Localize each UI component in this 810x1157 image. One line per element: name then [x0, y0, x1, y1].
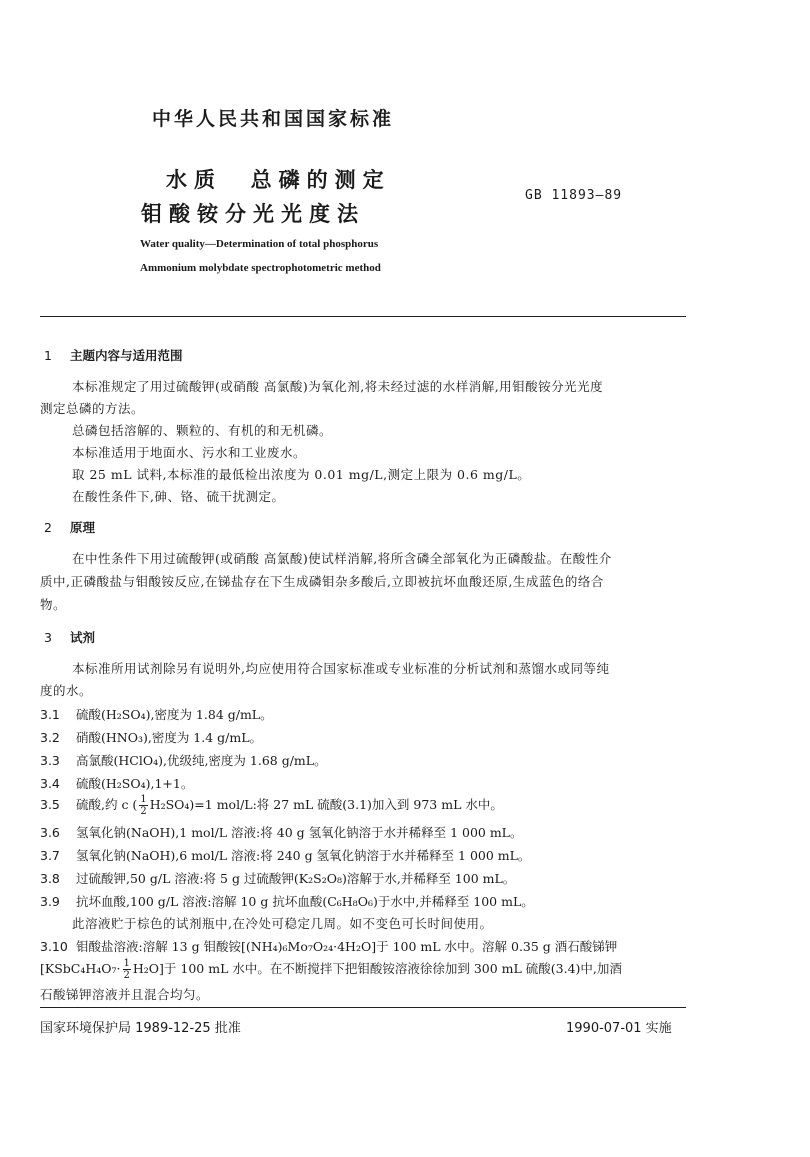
- item-number: 3.10: [40, 939, 68, 954]
- header-divider: [40, 316, 686, 317]
- item-3-9-note: 此溶液贮于棕色的试剂瓶中,在冷处可稳定几周。如不变色可长时间使用。: [72, 916, 493, 931]
- reagent-item: [40, 727, 262, 748]
- fraction: [139, 794, 147, 817]
- section-number: 1: [44, 348, 52, 363]
- footer-divider: [40, 1007, 686, 1008]
- item-number: 3.7: [40, 848, 60, 863]
- reagent-item: [40, 845, 530, 866]
- reagent-item-3-10-end: 石酸锑钾溶液并且混合均匀。: [40, 987, 210, 1002]
- reagent-item: [40, 794, 503, 817]
- item-number: 3.3: [40, 753, 60, 768]
- item-number: 3.1: [40, 707, 60, 722]
- fraction-numerator: 1: [140, 794, 147, 805]
- section-1-heading: [44, 346, 183, 364]
- item-number: 3.8: [40, 871, 60, 886]
- section-title: 试剂: [70, 630, 96, 645]
- item-text-post: H₂O]于 100 mL 水中。在不断搅拌下把钼酸铵溶液徐徐加到 300 mL 硫酸(3.4)中,加酒: [132, 961, 622, 976]
- effective-date: 1990-07-01 实施: [566, 1021, 672, 1036]
- section-3-heading: [44, 628, 95, 646]
- section-1-paragraph-3: 本标准适用于地面水、污水和工业废水。: [72, 445, 307, 460]
- section-number: 2: [44, 520, 52, 535]
- item-text: 硫酸(H₂SO₄),密度为 1.84 g/mL。: [76, 707, 273, 722]
- item-text-post: H₂SO₄)=1 mol/L:将 27 mL 硫酸(3.1)加入到 973 mL 水中。: [149, 797, 503, 812]
- fraction-denominator: 2: [123, 970, 130, 981]
- fraction: [123, 958, 131, 981]
- gb-code: GB 11893—89: [525, 188, 623, 203]
- section-3-intro-line-1: 本标准所用试剂除另有说明外,均应使用符合国家标准或专业标准的分析试剂和蒸馏水或同等纯: [72, 661, 610, 676]
- section-number: 3: [44, 630, 52, 645]
- section-1-paragraph-2: 总磷包括溶解的、颗粒的、有机的和无机磷。: [72, 423, 333, 438]
- issuer-approval: 国家环境保护局 1989-12-25 批准: [40, 1021, 241, 1036]
- item-text: 过硫酸钾,50 g/L 溶液:将 5 g 过硫酸钾(K₂S₂O₈)溶解于水,并稀释至 100 mL。: [76, 871, 516, 886]
- title-en-line2: Ammonium molybdate spectrophotometric method: [140, 262, 381, 274]
- item-text: 氢氧化钠(NaOH),6 mol/L 溶液:将 240 g 氢氧化钠溶于水并稀释至 1 000 mL。: [76, 848, 531, 863]
- section-title: 原理: [70, 520, 96, 535]
- section-1-paragraph-4: 取 25 mL 试料,本标准的最低检出浓度为 0.01 mg/L,测定上限为 0.6 mg/L。: [72, 467, 531, 482]
- reagent-item: [40, 704, 273, 725]
- item-number: 3.2: [40, 730, 60, 745]
- item-number: 3.5: [40, 797, 60, 812]
- section-2-line-3: 物。: [40, 597, 67, 612]
- reagent-item: [40, 822, 522, 843]
- reagent-item-3-10-cont: [40, 958, 622, 981]
- section-1-paragraph-1: 本标准规定了用过硫酸钾(或硝酸 高氯酸)为氧化剂,将未经过滤的水样消解,用钼酸铵分光光度: [72, 379, 604, 394]
- item-text: 氢氧化钠(NaOH),1 mol/L 溶液:将 40 g 氢氧化钠溶于水并稀释至 1 000 mL。: [76, 825, 523, 840]
- section-1-paragraph-1-cont: 测定总磷的方法。: [40, 401, 145, 416]
- fraction-denominator: 2: [140, 806, 147, 817]
- item-text: 钼酸盐溶液:溶解 13 g 钼酸铵[(NH₄)₆Mo₇O₂₄·4H₂O]于 100 mL 水中。溶解 0.35 g 酒石酸锑钾: [76, 939, 618, 954]
- section-1-paragraph-5: 在酸性条件下,砷、铬、硫干扰测定。: [72, 489, 285, 504]
- title-en-line1: Water quality—Determination of total phosphorus: [140, 238, 379, 250]
- reagent-item: [40, 891, 534, 912]
- reagent-item: [40, 773, 193, 794]
- item-number: 3.4: [40, 776, 60, 791]
- item-text: 抗坏血酸,100 g/L 溶液:溶解 10 g 抗坏血酸(C₆H₈O₆)于水中,并稀释至 100 mL。: [76, 894, 534, 909]
- section-2-line-2: 质中,正磷酸盐与钼酸铵反应,在锑盐存在下生成磷钼杂多酸后,立即被抗坏血酸还原,生成蓝色的络合: [40, 574, 604, 589]
- section-3-intro-line-2: 度的水。: [40, 683, 93, 698]
- reagent-item: [40, 868, 515, 889]
- title-cn-line2: 钼酸铵分光光度法: [141, 202, 365, 226]
- reagent-item: [40, 750, 327, 771]
- title-cn-line1: 水质 总磷的测定: [166, 168, 391, 192]
- section-title: 主题内容与适用范围: [70, 348, 183, 363]
- section-2-line-1: 在中性条件下用过硫酸钾(或硝酸 高氯酸)使试样消解,将所含磷全部氧化为正磷酸盐。在酸性介: [72, 551, 612, 566]
- section-2-heading: [44, 518, 95, 536]
- reagent-item-3-10: [40, 936, 617, 957]
- national-standard-label: 中华人民共和国国家标准: [152, 108, 395, 130]
- item-text-pre: 硫酸,约 c (: [76, 797, 138, 812]
- item-text: 硫酸(H₂SO₄),1+1。: [76, 776, 194, 791]
- fraction-numerator: 1: [123, 958, 130, 969]
- item-number: 3.6: [40, 825, 60, 840]
- item-text: 高氯酸(HClO₄),优级纯,密度为 1.68 g/mL。: [76, 753, 327, 768]
- item-text: 硝酸(HNO₃),密度为 1.4 g/mL。: [76, 730, 263, 745]
- item-number: 3.9: [40, 894, 60, 909]
- item-text-pre: [KSbC₄H₄O₇·: [40, 961, 121, 976]
